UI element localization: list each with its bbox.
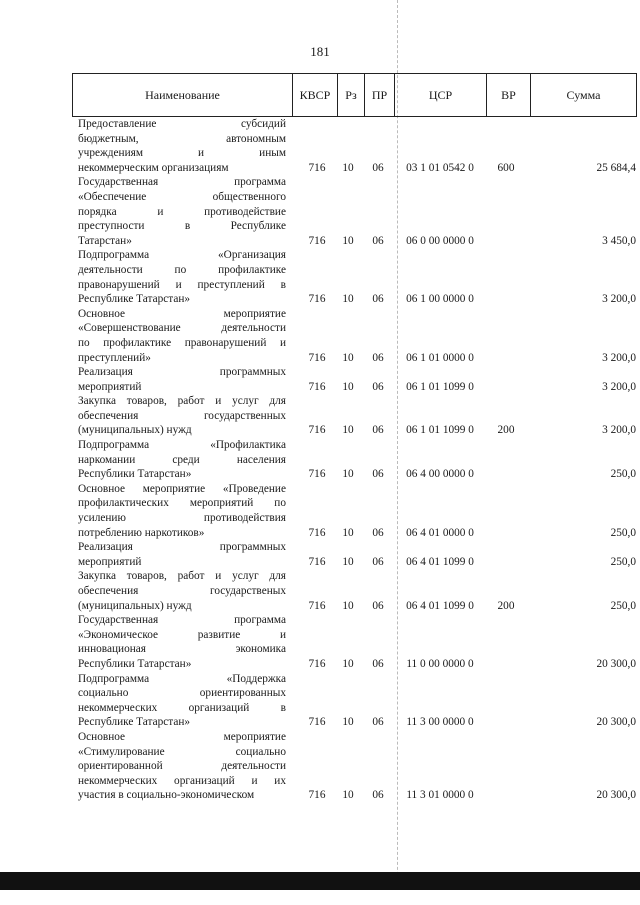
- cell-rz: 10: [342, 161, 354, 174]
- row-name-line: «Стимулирование социально: [78, 745, 286, 758]
- row-name-line: обеспечения государственых: [78, 585, 286, 597]
- row-name: [78, 438, 286, 482]
- cell-rz: 10: [342, 657, 354, 670]
- row-name-line: Подпрограмма «Профилактика: [78, 439, 286, 452]
- cell-kvsr: 716: [308, 351, 326, 364]
- row-name-line: Основное мероприятие: [78, 730, 286, 743]
- cell-csr: 03 1 01 0542 0: [406, 161, 474, 174]
- row-name-line: «Обеспечение общественного: [78, 190, 286, 203]
- cell-vr: 200: [497, 599, 515, 612]
- cell-csr: 06 4 00 0000 0: [406, 468, 474, 481]
- cell-pr: 06: [372, 716, 384, 729]
- row-name-line: Республики Татарстан»: [78, 657, 192, 670]
- cell-csr: 06 1 01 1099 0: [406, 424, 474, 437]
- row-name-line: наркомании среди населения: [78, 453, 286, 466]
- row-name-line: усилению противодействия: [78, 512, 286, 525]
- row-name: [78, 248, 286, 306]
- row-name: [78, 307, 286, 365]
- table-row: [72, 248, 637, 306]
- cell-csr: 06 4 01 1099 0: [406, 555, 474, 568]
- cell-pr: 06: [372, 424, 384, 437]
- row-name-line: Республике Татарстан»: [78, 716, 191, 729]
- row-name-line: профилактических мероприятий по: [78, 497, 286, 510]
- row-name-line: социально ориентированных: [78, 687, 286, 700]
- cell-sum: 3 200,0: [602, 424, 636, 437]
- table-row: [72, 438, 637, 482]
- cell-rz: 10: [342, 555, 354, 568]
- row-name-line: учреждениям и иным: [78, 147, 286, 160]
- table-row: [72, 672, 637, 730]
- row-name: [78, 569, 286, 613]
- cell-pr: 06: [372, 161, 384, 174]
- cell-csr: 06 1 01 1099 0: [406, 380, 474, 393]
- column-header-sum: Сумма: [566, 87, 601, 102]
- cell-rz: 10: [342, 293, 354, 306]
- cell-kvsr: 716: [308, 293, 326, 306]
- row-name-line: (муниципальных) нужд: [78, 424, 192, 437]
- row-name-line: Реализация программных: [78, 541, 286, 554]
- cell-sum: 250,0: [610, 599, 636, 612]
- row-name: [78, 117, 286, 175]
- row-name-line: Республики Татарстан»: [78, 468, 192, 481]
- table-row: [72, 540, 637, 569]
- row-name: [78, 175, 286, 248]
- cell-rz: 10: [342, 351, 354, 364]
- table-row: [72, 569, 637, 613]
- cell-csr: 06 1 01 0000 0: [406, 351, 474, 364]
- table-row: [72, 365, 637, 394]
- cell-sum: 250,0: [610, 526, 636, 539]
- table-row: [72, 394, 637, 438]
- cell-rz: 10: [342, 716, 354, 729]
- row-name-line: обеспечения государственных: [78, 409, 286, 422]
- column-header-csr: ЦСР: [395, 74, 487, 116]
- row-name-line: (муниципальных) нужд: [78, 599, 192, 612]
- row-name-line: ориентированной деятельности: [78, 760, 286, 773]
- cell-csr: 06 1 00 0000 0: [406, 293, 474, 306]
- cell-kvsr: 716: [308, 424, 326, 437]
- cell-sum: 20 300,0: [596, 716, 636, 729]
- row-name: [78, 394, 286, 438]
- scan-bottom-edge: [0, 872, 640, 890]
- cell-sum: 3 200,0: [602, 293, 636, 306]
- row-name-line: порядка и противодействие: [78, 205, 286, 218]
- cell-sum: 20 300,0: [596, 789, 636, 802]
- cell-vr: 600: [497, 161, 515, 174]
- cell-kvsr: 716: [308, 234, 326, 247]
- cell-rz: 10: [342, 234, 354, 247]
- cell-pr: 06: [372, 599, 384, 612]
- row-name-line: по профилактике правонарушений и: [78, 336, 286, 349]
- cell-csr: 06 4 01 0000 0: [406, 526, 474, 539]
- row-name-line: правонарушений и преступлений в: [78, 278, 286, 291]
- cell-kvsr: 716: [308, 599, 326, 612]
- cell-kvsr: 716: [308, 789, 326, 802]
- cell-pr: 06: [372, 234, 384, 247]
- column-header-vr: ВР: [487, 74, 531, 116]
- cell-kvsr: 716: [308, 161, 326, 174]
- table-row: [72, 613, 637, 671]
- row-name-line: Республике Татарстан»: [78, 293, 191, 306]
- cell-sum: 20 300,0: [596, 657, 636, 670]
- row-name-line: инновационая экономика: [78, 643, 286, 656]
- row-name-line: Подпрограмма «Организация: [78, 249, 286, 262]
- cell-sum: 25 684,4: [596, 161, 636, 174]
- row-name-line: Реализация программных: [78, 366, 286, 379]
- row-name-line: Подпрограмма «Поддержка: [78, 672, 286, 685]
- cell-csr: 11 3 01 0000 0: [406, 789, 474, 802]
- row-name-line: Основное мероприятие «Проведение: [78, 482, 286, 495]
- table-body: [72, 117, 637, 803]
- row-name: [78, 613, 286, 671]
- cell-pr: 06: [372, 293, 384, 306]
- row-name-line: Закупка товаров, работ и услуг для: [78, 395, 286, 408]
- row-name-line: «Экономическое развитие и: [78, 628, 286, 641]
- column-header-rz: Рз: [338, 74, 365, 116]
- row-name: [78, 672, 286, 730]
- row-name: [78, 482, 286, 540]
- row-name-line: преступлений»: [78, 351, 151, 364]
- page-number: 181: [310, 44, 330, 59]
- cell-rz: 10: [342, 424, 354, 437]
- row-name-line: преступности в Республике: [78, 220, 286, 233]
- cell-kvsr: 716: [308, 555, 326, 568]
- cell-rz: 10: [342, 599, 354, 612]
- cell-rz: 10: [342, 380, 354, 393]
- cell-pr: 06: [372, 657, 384, 670]
- table-row: [72, 730, 637, 803]
- table-header: [72, 73, 637, 117]
- row-name-line: Основное мероприятие: [78, 307, 286, 320]
- row-name-line: участия в социально-экономическом: [78, 789, 255, 802]
- row-name-line: бюджетным, автономным: [78, 132, 286, 145]
- cell-kvsr: 716: [308, 657, 326, 670]
- row-name-line: некоммерческим организациям: [78, 161, 229, 174]
- cell-vr: 200: [497, 424, 515, 437]
- row-name-line: «Совершенствование деятельности: [78, 322, 286, 335]
- row-name-line: Государственная программа: [78, 176, 286, 189]
- row-name-line: некоммерческих организаций и их: [78, 774, 286, 787]
- cell-csr: 11 3 00 0000 0: [406, 716, 474, 729]
- cell-rz: 10: [342, 526, 354, 539]
- column-header-name: Наименование: [73, 74, 293, 116]
- row-name-line: мероприятий: [78, 380, 142, 393]
- cell-csr: 11 0 00 0000 0: [406, 657, 474, 670]
- row-name-line: мероприятий: [78, 555, 142, 568]
- cell-sum: 3 200,0: [602, 351, 636, 364]
- cell-sum: 250,0: [610, 468, 636, 481]
- table-row: [72, 307, 637, 365]
- cell-kvsr: 716: [308, 526, 326, 539]
- row-name-line: Татарстан»: [78, 234, 132, 247]
- row-name-line: Государственная программа: [78, 614, 286, 627]
- cell-kvsr: 716: [308, 716, 326, 729]
- row-name: [78, 365, 286, 394]
- row-name-line: Закупка товаров, работ и услуг для: [78, 570, 286, 583]
- cell-csr: 06 4 01 1099 0: [406, 599, 474, 612]
- column-header-pr: ПР: [365, 74, 395, 116]
- row-name: [78, 540, 286, 569]
- column-header-kvsr: КВСР: [293, 74, 338, 116]
- row-name-line: деятельности по профилактике: [78, 263, 286, 276]
- scan-bottom-margin: [0, 890, 640, 905]
- cell-kvsr: 716: [308, 380, 326, 393]
- cell-pr: 06: [372, 555, 384, 568]
- cell-csr: 06 0 00 0000 0: [406, 234, 474, 247]
- table-row: [72, 117, 637, 175]
- cell-rz: 10: [342, 789, 354, 802]
- row-name-line: некоммерческих организаций в: [78, 701, 286, 714]
- cell-pr: 06: [372, 351, 384, 364]
- row-name: [78, 730, 286, 803]
- cell-rz: 10: [342, 468, 354, 481]
- cell-pr: 06: [372, 526, 384, 539]
- cell-sum: 3 450,0: [602, 234, 636, 247]
- row-name-line: Предоставление субсидий: [78, 118, 286, 130]
- cell-pr: 06: [372, 380, 384, 393]
- row-name-line: потреблению наркотиков»: [78, 526, 205, 539]
- cell-kvsr: 716: [308, 468, 326, 481]
- table-row: [72, 175, 637, 248]
- table-row: [72, 482, 637, 540]
- cell-pr: 06: [372, 789, 384, 802]
- cell-sum: 250,0: [610, 555, 636, 568]
- cell-pr: 06: [372, 468, 384, 481]
- cell-sum: 3 200,0: [602, 380, 636, 393]
